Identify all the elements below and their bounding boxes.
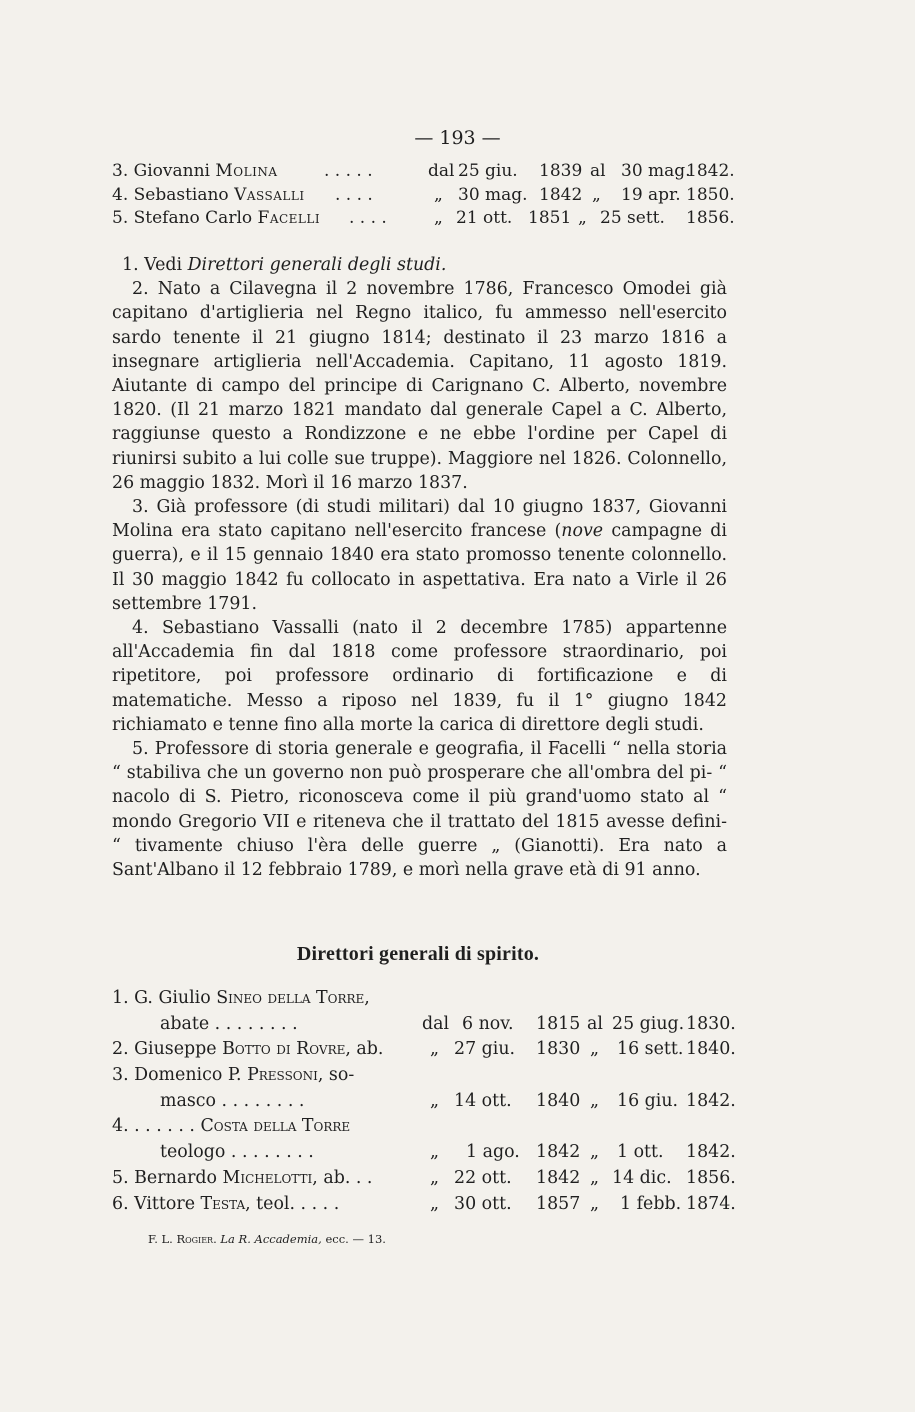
to-year: 1842.: [686, 1142, 736, 1163]
from-word: „: [430, 1193, 440, 1214]
to-year: 1842.: [686, 161, 735, 181]
to-year: 1850.: [686, 184, 735, 205]
leader-dots: . . . .: [349, 208, 387, 228]
directors-list: [112, 986, 736, 1217]
to-date: 25 giug.: [612, 1013, 685, 1034]
from-word: dal: [422, 1013, 450, 1034]
to-date: 16 sett.: [617, 1039, 684, 1060]
to-word: „: [590, 1193, 600, 1214]
to-year: 1840.: [686, 1039, 736, 1060]
list-item-label: 5. Stefano Carlo Facelli: [112, 208, 321, 228]
list-item: [112, 160, 735, 184]
section-heading: Direttori generali di spirito.: [296, 943, 540, 965]
to-date: 30 mag.: [621, 161, 691, 181]
table-row: [112, 1089, 736, 1115]
page-number: — 193 —: [414, 127, 501, 149]
from-date: 30 ott.: [454, 1193, 512, 1214]
table-row: [112, 986, 732, 1012]
to-date: 25 sett.: [600, 208, 665, 228]
footer-title: La R. Accademia,: [220, 1232, 322, 1246]
list-item: [112, 184, 735, 208]
leader-dots: . . . . .: [324, 161, 373, 181]
footnote-3: 3. Già professore (di studi militari) dal 10 giugno 1837, Giovanni Molina era stato capitano nell'esercito francese (nove campagne di guerra), e il 15 gennaio 1840 era stato promosso tenente colonnello. Il 30 maggio 1842 fu collocato in aspettativa. Era nato a Virle il 26 settembre 1791.: [112, 497, 727, 614]
director-name: 2. Giuseppe Botto di Rovre, ab.: [112, 1039, 384, 1060]
from-word: „: [434, 208, 443, 228]
director-name: 4. . . . . . . Costa della Torre: [112, 1116, 351, 1137]
from-date: 25 giu.: [458, 161, 518, 181]
from-word: „: [430, 1142, 440, 1163]
to-word: „: [590, 1039, 600, 1060]
to-word: „: [590, 1167, 600, 1188]
footnote-2: 2. Nato a Cilavegna il 2 novembre 1786, Francesco Omodei già capitano d'artiglieria nel Regno italico, fu ammesso nell'esercito sardo tenente il 21 giugno 1814; destinato il 23 marzo 1816 a insegnare artiglieria nell'Accademia. Capitano, 11 agosto 1819. Aiutante di campo del principe di Carignano C. Alberto, novembre 1820. (Il 21 marzo 1821 mandato dal generale Capel a C. Alberto, raggiunse questo a Rondizzone e ne ebbe l'ordine per Capel di riunirsi subito a lui colle sue truppe). Maggiore nel 1826. Colonnello, 26 maggio 1832. Morì il 16 marzo 1837.: [112, 279, 727, 493]
top-list: [112, 160, 735, 231]
from-word: „: [430, 1090, 440, 1111]
list-item-label: 3. Giovanni Molina: [112, 161, 278, 181]
from-date: 30 mag.: [458, 184, 528, 205]
director-title: abate . . . . . . . .: [160, 1013, 298, 1034]
table-row: [112, 1166, 736, 1192]
to-date: 1 ott.: [617, 1142, 664, 1163]
list-item-label: 4. Sebastiano Vassalli: [112, 184, 305, 205]
to-date: 19 apr.: [621, 184, 681, 205]
from-year: 1842: [539, 184, 583, 205]
table-row: [112, 1192, 736, 1218]
from-word: „: [430, 1039, 440, 1060]
table-row: [112, 1114, 732, 1140]
director-name: 6. Vittore Testa, teol. . . . .: [112, 1193, 340, 1214]
from-date: 27 giu.: [454, 1039, 516, 1060]
to-word: „: [590, 1142, 600, 1163]
table-row: [112, 1140, 736, 1166]
to-year: 1856.: [686, 1167, 736, 1188]
table-row: [112, 1012, 736, 1038]
from-date: 14 ott.: [454, 1090, 512, 1111]
from-year: 1839: [539, 161, 583, 181]
from-year: 1840: [536, 1090, 581, 1111]
from-date: 22 ott.: [454, 1167, 512, 1188]
table-row: [112, 1063, 732, 1089]
footer-rest: ecc. — 13.: [325, 1232, 386, 1246]
from-year: 1815: [536, 1013, 581, 1034]
list-item: [112, 207, 735, 231]
from-year: 1842: [536, 1142, 581, 1163]
to-year: 1874.: [686, 1193, 736, 1214]
from-word: „: [430, 1167, 440, 1188]
to-word: „: [590, 1090, 600, 1111]
to-word: al: [587, 1013, 603, 1034]
to-date: 14 dic.: [612, 1167, 672, 1188]
from-year: 1851: [528, 208, 572, 228]
from-date: 6 nov.: [462, 1013, 514, 1034]
to-year: 1830.: [686, 1013, 736, 1034]
table-row: [112, 1037, 736, 1063]
to-date: 1 febb.: [620, 1193, 682, 1214]
from-year: 1830: [536, 1039, 581, 1060]
from-year: 1857: [536, 1193, 581, 1214]
footnotes: [112, 253, 727, 882]
director-name: 5. Bernardo Michelotti, ab. . .: [112, 1167, 373, 1188]
to-date: 16 giu.: [617, 1090, 679, 1111]
from-date: 21 ott.: [456, 208, 513, 228]
to-word: „: [578, 208, 587, 228]
from-word: „: [434, 184, 443, 205]
footnote-4: 4. Sebastiano Vassalli (nato il 2 decembre 1785) appartenne all'Accademia fin dal 1818 come professore straordinario, poi ripetitore, poi professore ordinario di fortificazione e di matematiche. Messo a riposo nel 1839, fu il 1° giugno 1842 richiamato e tenne fino alla morte la carica di direttore degli studi.: [112, 618, 727, 735]
footnote-1: 1. Vedi Direttori generali degli studi.: [122, 255, 447, 275]
footer-author: F. L. Rogier.: [148, 1232, 217, 1246]
director-title: teologo . . . . . . . .: [160, 1142, 314, 1163]
to-word: al: [590, 161, 606, 181]
footnote-5: 5. Professore di storia generale e geografia, il Facelli “ nella storia “ stabiliva che un governo non può prosperare che all'ombra del pi- “ nacolo di S. Pietro, riconosceva come il più grand'uomo stato al “ mondo Gregorio VII e riteneva che il trattato del 1815 avesse defini- “ tivamente chiuso l'èra delle guerre „ (Gianotti). Era nato a Sant'Albano il 12 febbraio 1789, e morì nella grave età di 91 anno.: [112, 739, 727, 881]
from-word: dal: [428, 161, 455, 181]
to-year: 1856.: [686, 208, 735, 228]
from-date: 1 ago.: [466, 1142, 520, 1163]
director-name: 1. G. Giulio Sineo della Torre,: [112, 988, 370, 1008]
to-word: „: [592, 184, 601, 205]
director-name: 3. Domenico P. Pressoni, so-: [112, 1065, 355, 1086]
page-footer: [148, 1232, 386, 1246]
from-year: 1842: [536, 1167, 581, 1188]
director-title: masco . . . . . . . .: [160, 1090, 305, 1111]
leader-dots: . . . .: [335, 184, 373, 205]
to-year: 1842.: [686, 1090, 736, 1111]
